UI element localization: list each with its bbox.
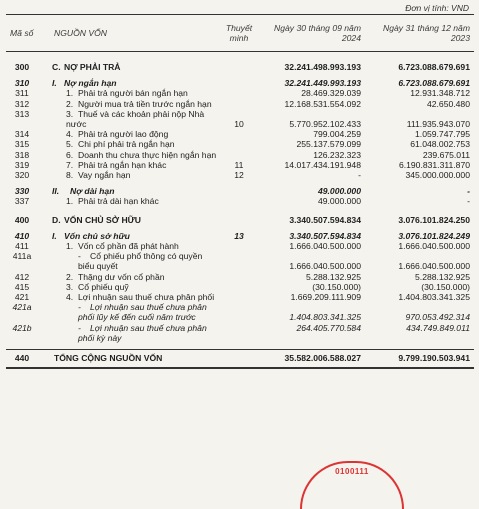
row-value-current: 49.000.000	[317, 196, 361, 207]
row-value-prior: 5.288.132.925	[415, 271, 470, 282]
row-value-current: 32.241.498.993.193	[284, 62, 361, 72]
table-row	[6, 99, 474, 109]
table-row	[6, 78, 474, 88]
row-value-current: 264.405.770.584	[296, 322, 361, 333]
row-name: Doanh thu chưa thực hiện ngắn hạn	[78, 149, 217, 160]
row-value-prior: 1.666.040.500.000	[398, 261, 470, 272]
row-value-prior: 6.190.831.311.870	[398, 159, 470, 170]
row-note	[222, 251, 256, 271]
row-note	[222, 99, 256, 109]
row-value-prior: 6.723.088.679.691	[398, 62, 470, 72]
row-value-prior: -	[467, 186, 470, 197]
total-label: TỔNG CỘNG NGUỒN VỐN	[44, 350, 222, 369]
row-note	[222, 302, 256, 322]
row-value-prior: 42.650.480	[426, 98, 470, 109]
row-name: VỐN CHỦ SỞ HỮU	[64, 214, 142, 225]
row-value-current: 32.241.449.993.193	[284, 78, 361, 89]
spacer-row	[6, 52, 474, 63]
row-code: 313	[14, 108, 30, 119]
row-label	[44, 272, 222, 282]
currency-unit: Đơn vị tính: VND	[405, 3, 469, 13]
row-label	[44, 129, 222, 139]
table-row	[6, 251, 474, 271]
row-code: 318	[14, 149, 30, 160]
row-label	[44, 78, 222, 88]
row-code: 319	[14, 159, 30, 170]
total-code: 440	[6, 350, 44, 369]
row-value-prior: 1.666.040.500.000	[398, 241, 470, 252]
table-row	[6, 302, 474, 322]
row-note	[222, 129, 256, 139]
row-prefix: 7.	[66, 159, 74, 170]
row-value-prior: 6.723.088.679.691	[398, 78, 470, 89]
row-label	[44, 241, 222, 251]
row-note	[222, 88, 256, 98]
row-code: 314	[14, 129, 30, 140]
row-note	[222, 150, 256, 160]
row-value-prior: 3.076.101.824.249	[398, 230, 470, 241]
row-name: Phải trả người bán ngắn hạn	[78, 88, 188, 99]
row-label	[44, 186, 222, 196]
row-prefix: 1.	[66, 196, 74, 207]
row-code: 410	[14, 230, 30, 241]
row-label	[44, 109, 222, 129]
header-note: Thuyết minh	[222, 15, 256, 52]
table-row	[6, 323, 474, 343]
row-code: 312	[14, 98, 30, 109]
table-row	[6, 170, 474, 180]
table-row	[6, 272, 474, 282]
row-name: NỢ PHẢI TRẢ	[64, 62, 121, 72]
row-value-prior: 3.076.101.824.250	[398, 214, 470, 225]
row-value-current: 1.669.209.111.909	[290, 292, 361, 303]
row-prefix: -	[78, 322, 81, 333]
row-value-current: 799.004.259	[313, 129, 361, 140]
row-prefix: I.	[52, 78, 57, 89]
table-row	[6, 62, 474, 72]
row-value-prior: -	[467, 196, 470, 207]
table-row	[6, 139, 474, 149]
row-name: Thuế và các khoản phải nộp Nhà nước	[66, 108, 205, 130]
row-prefix: 3.	[66, 281, 74, 292]
row-value-current: 1.666.040.500.000	[289, 241, 361, 252]
row-name: Thặng dư vốn cổ phần	[78, 271, 165, 282]
row-prefix: 1.	[66, 88, 74, 99]
row-prefix: D.	[52, 214, 61, 225]
row-note	[222, 292, 256, 302]
row-prefix: 1.	[66, 241, 74, 252]
row-code: 421a	[12, 302, 32, 313]
table-row	[6, 241, 474, 251]
row-label	[44, 150, 222, 160]
row-note: 12	[234, 170, 244, 181]
row-value-prior: 12.931.348.712	[410, 88, 470, 99]
row-code: 400	[14, 214, 30, 225]
row-name: Phải trả người lao động	[78, 129, 169, 140]
row-value-current: 1.666.040.500.000	[289, 261, 361, 272]
row-name: Lợi nhuận sau thuế chưa phân phối kỳ này	[78, 322, 207, 343]
row-code: 300	[14, 62, 30, 72]
row-name: Phải trả dài hạn khác	[78, 196, 159, 207]
header-code: Mã số	[6, 15, 44, 52]
table-header	[6, 15, 474, 52]
row-code: 320	[14, 170, 30, 181]
total-row	[6, 350, 474, 369]
row-name: Vốn chủ sở hữu	[64, 230, 130, 241]
table-row	[6, 88, 474, 98]
row-value-prior: 1.404.803.341.325	[398, 292, 470, 303]
row-label	[44, 170, 222, 180]
row-prefix: C.	[52, 62, 61, 72]
spacer-row	[6, 207, 474, 215]
row-code: 311	[15, 88, 29, 99]
row-code: 411a	[12, 251, 32, 262]
table-row	[6, 215, 474, 225]
row-note	[222, 62, 256, 72]
row-value-current: 3.340.507.594.834	[289, 230, 361, 241]
row-value-prior: 345.000.000.000	[405, 170, 470, 181]
total-note	[222, 350, 256, 369]
row-value-current: 14.017.434.191.948	[284, 159, 361, 170]
row-name: Người mua trả tiền trước ngắn hạn	[78, 98, 212, 109]
row-note	[222, 186, 256, 196]
row-value-current: 12.168.531.554.092	[284, 98, 361, 109]
company-seal: 0100111	[300, 461, 404, 509]
row-prefix: 8.	[66, 170, 74, 181]
row-note	[222, 215, 256, 225]
row-note	[222, 323, 256, 343]
row-label	[44, 282, 222, 292]
row-value-current: 3.340.507.594.834	[289, 214, 361, 225]
row-code: 315	[14, 139, 30, 150]
row-note: 13	[234, 230, 244, 241]
header-name: NGUỒN VỐN	[44, 15, 222, 52]
row-label	[44, 99, 222, 109]
row-prefix: -	[78, 251, 81, 262]
row-name: Cổ phiếu phổ thông có quyền biểu quyết	[78, 251, 203, 272]
row-name: Chi phí phải trả ngắn hạn	[78, 139, 175, 150]
row-prefix: -	[78, 302, 81, 313]
row-value-prior: 239.675.011	[422, 149, 470, 160]
row-prefix: 4.	[66, 292, 74, 303]
table-row	[6, 282, 474, 292]
table-row	[6, 109, 474, 129]
table-row	[6, 292, 474, 302]
table-row	[6, 196, 474, 206]
row-value-prior: (30.150.000)	[421, 281, 470, 292]
header-col1: Ngày 30 tháng 09 năm 2024	[256, 15, 365, 52]
row-label	[44, 215, 222, 225]
row-note	[222, 282, 256, 292]
row-code: 412	[14, 271, 30, 282]
row-value-current: 5.770.952.102.433	[289, 119, 361, 130]
row-prefix: 2.	[66, 271, 74, 282]
row-prefix: 2.	[66, 98, 74, 109]
row-prefix: II.	[52, 186, 60, 197]
row-name: Lợi nhuận sau thuế chưa phân phối lũy kế đến cuối năm trước	[78, 302, 207, 323]
row-note	[222, 272, 256, 282]
row-label	[44, 251, 222, 271]
row-code: 415	[14, 281, 30, 292]
row-value-prior: 111.935.943.070	[406, 119, 470, 130]
row-value-current: 1.404.803.341.325	[289, 312, 361, 323]
row-note	[222, 241, 256, 251]
row-name: Vay ngắn hạn	[78, 170, 131, 181]
row-note	[222, 196, 256, 206]
row-value-current: 255.137.579.099	[296, 139, 361, 150]
row-note	[222, 139, 256, 149]
row-code: 421	[14, 292, 30, 303]
table-row	[6, 160, 474, 170]
row-note: 11	[234, 159, 244, 170]
total-value-prior: 9.799.190.503.941	[365, 350, 474, 369]
row-prefix: 5.	[66, 139, 74, 150]
row-value-prior: 970.053.492.314	[405, 312, 470, 323]
row-code: 421b	[12, 322, 32, 333]
row-label	[44, 292, 222, 302]
row-value-prior: 61.048.002.753	[410, 139, 470, 150]
row-prefix: 6.	[66, 149, 74, 160]
total-value-current: 35.582.006.588.027	[256, 350, 365, 369]
row-prefix: I.	[52, 230, 57, 241]
header-col2: Ngày 31 tháng 12 năm 2023	[365, 15, 474, 52]
table-row	[6, 231, 474, 241]
table-row	[6, 129, 474, 139]
row-value-current: -	[358, 170, 361, 181]
row-name: Phải trả ngắn hạn khác	[78, 159, 167, 170]
row-value-prior: 1.059.747.795	[415, 129, 470, 140]
row-note	[222, 78, 256, 88]
row-code: 310	[14, 78, 30, 89]
row-value-current: 49.000.000	[317, 186, 361, 197]
row-value-current: 126.232.323	[313, 149, 361, 160]
row-value-current: 5.288.132.925	[306, 271, 361, 282]
row-name: Vốn cổ phần đã phát hành	[78, 241, 179, 252]
row-code: 411	[15, 241, 29, 252]
row-name: Nợ ngắn hạn	[64, 78, 117, 89]
row-note: 10	[234, 119, 244, 130]
row-label	[44, 196, 222, 206]
row-label	[44, 302, 222, 322]
row-value-current: 28.469.329.039	[301, 88, 361, 99]
row-name: Lợi nhuận sau thuế chưa phân phối	[78, 292, 215, 303]
table-row	[6, 186, 474, 196]
row-label	[44, 323, 222, 343]
row-label	[44, 160, 222, 170]
row-name: Nợ dài hạn	[70, 186, 115, 197]
row-prefix: 4.	[66, 129, 74, 140]
row-name: Cổ phiếu quỹ	[78, 281, 129, 292]
row-code: 330	[14, 186, 30, 197]
row-label	[44, 139, 222, 149]
row-value-current: (30.150.000)	[312, 281, 361, 292]
row-value-prior: 434.749.849.011	[406, 322, 470, 333]
row-prefix: 3.	[66, 108, 74, 119]
row-code: 337	[14, 196, 30, 207]
balance-sheet-table	[6, 14, 474, 369]
table-row	[6, 150, 474, 160]
row-label	[44, 88, 222, 98]
row-label	[44, 62, 222, 72]
row-label	[44, 231, 222, 241]
